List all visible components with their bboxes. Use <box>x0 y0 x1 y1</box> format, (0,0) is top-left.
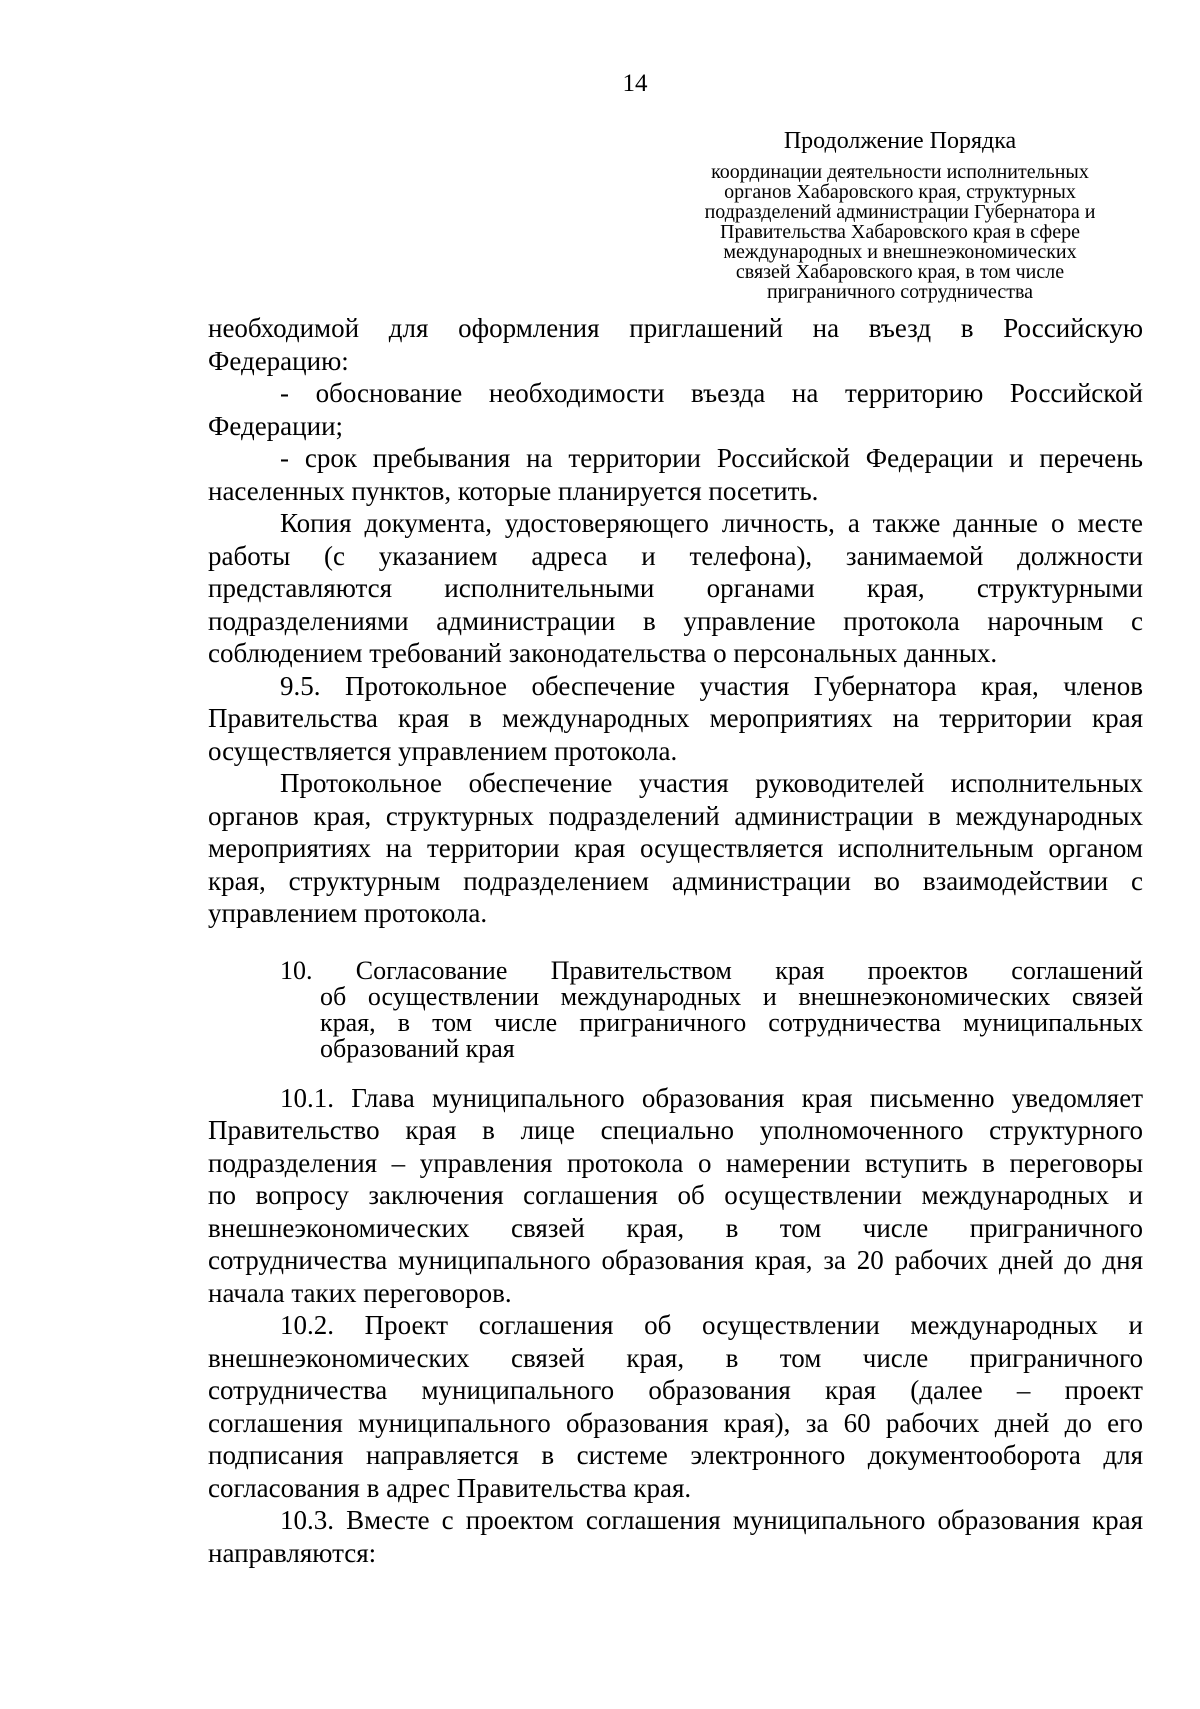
text-line: - обоснование необходимости въезда на территорию Российской <box>280 378 1143 408</box>
paragraph <box>208 1309 1143 1504</box>
header-title: Продолжение Порядка <box>783 128 1017 154</box>
text-line: Федерацию: <box>208 345 349 376</box>
text-line: начала таких переговоров. <box>208 1277 512 1308</box>
text-line: по вопросу заключения соглашения об осуществлении международных и <box>208 1180 1143 1210</box>
paragraph <box>208 377 1143 442</box>
text-line: Правительства края в международных мероприятиях на территории края <box>208 703 1143 733</box>
paragraph <box>208 670 1143 768</box>
header-line: международных и внешнеэкономических <box>723 241 1077 263</box>
paragraph <box>208 442 1143 507</box>
text-line: Копия документа, удостоверяющего личность, а также данные о месте <box>280 508 1143 538</box>
text-line: работы (с указанием адреса и телефона), занимаемой должности <box>208 540 1143 571</box>
text-line: необходимой для оформления приглашений на въезд в Российскую <box>208 313 1143 343</box>
heading-line: образований края <box>320 1033 515 1063</box>
text-line: соглашения муниципального образования края), за 60 рабочих дней до его <box>208 1407 1143 1438</box>
paragraph <box>208 507 1143 670</box>
text-line: мероприятиях на территории края осуществляется исполнительным органом <box>208 833 1143 863</box>
text-line: сотрудничества муниципального образования края (далее – проект <box>208 1375 1143 1405</box>
text-line: сотрудничества муниципального образования края, за 20 рабочих дней до дня <box>208 1245 1143 1275</box>
page-number: 14 <box>622 70 648 97</box>
text-line: подразделения – управления протокола о намерении вступить в переговоры <box>208 1147 1143 1178</box>
text-line: 10.2. Проект соглашения об осуществлении международных и <box>280 1310 1143 1340</box>
text-line: внешнеэкономических связей края, в том числе приграничного <box>208 1342 1143 1373</box>
body-text <box>208 312 1143 1569</box>
header-line: Правительства Хабаровского края в сфере <box>720 221 1080 243</box>
text-line: населенных пунктов, которые планируется посетить. <box>208 475 819 506</box>
text-line: 10.3. Вместе с проектом соглашения муниципального образования края <box>280 1505 1143 1535</box>
paragraph <box>208 1504 1143 1569</box>
text-line: 10.1. Глава муниципального образования края письменно уведомляет <box>280 1082 1143 1113</box>
header-line: подразделений администрации Губернатора и <box>704 201 1096 223</box>
paragraph <box>208 1082 1143 1310</box>
heading-line: края, в том числе приграничного сотрудничества муниципальных <box>320 1007 1143 1037</box>
text-line: Правительство края в лице специально уполномоченного структурного <box>208 1115 1143 1145</box>
text-line: края, структурным подразделением администрации во взаимодействии с <box>208 865 1143 896</box>
text-line: направляются: <box>208 1537 377 1568</box>
header-line: органов Хабаровского края, структурных <box>724 181 1076 203</box>
header-line: координации деятельности исполнительных <box>711 161 1089 183</box>
text-line: подразделениями администрации в управление протокола нарочным с <box>208 605 1143 636</box>
text-line: внешнеэкономических связей края, в том числе приграничного <box>208 1212 1143 1243</box>
text-line: - срок пребывания на территории Российской Федерации и перечень <box>280 443 1143 473</box>
text-line: подписания направляется в системе электронного документооборота для <box>208 1440 1143 1470</box>
text-line: осуществляется управлением протокола. <box>208 735 678 766</box>
text-line: соблюдением требований законодательства о персональных данных. <box>208 638 998 668</box>
paragraph <box>208 312 1143 377</box>
heading-line: об осуществлении международных и внешнеэкономических связей <box>320 981 1143 1011</box>
text-line: представляются исполнительными органами края, структурными <box>208 573 1143 603</box>
section-heading <box>208 955 1143 1063</box>
header-line: приграничного сотрудничества <box>766 281 1034 303</box>
text-line: Протокольное обеспечение участия руководителей исполнительных <box>280 768 1143 798</box>
text-line: органов края, структурных подразделений администрации в международных <box>208 800 1143 831</box>
header-line: связей Хабаровского края, в том числе <box>735 261 1065 283</box>
text-line: управлением протокола. <box>208 898 488 928</box>
text-line: Федерации; <box>208 410 344 441</box>
text-line: согласования в адрес Правительства края. <box>208 1472 692 1503</box>
heading-line: 10. Согласование Правительством края проектов соглашений <box>280 955 1143 985</box>
text-line: 9.5. Протокольное обеспечение участия Губернатора края, членов <box>280 670 1143 701</box>
paragraph <box>208 767 1143 930</box>
document-header <box>660 126 1140 302</box>
